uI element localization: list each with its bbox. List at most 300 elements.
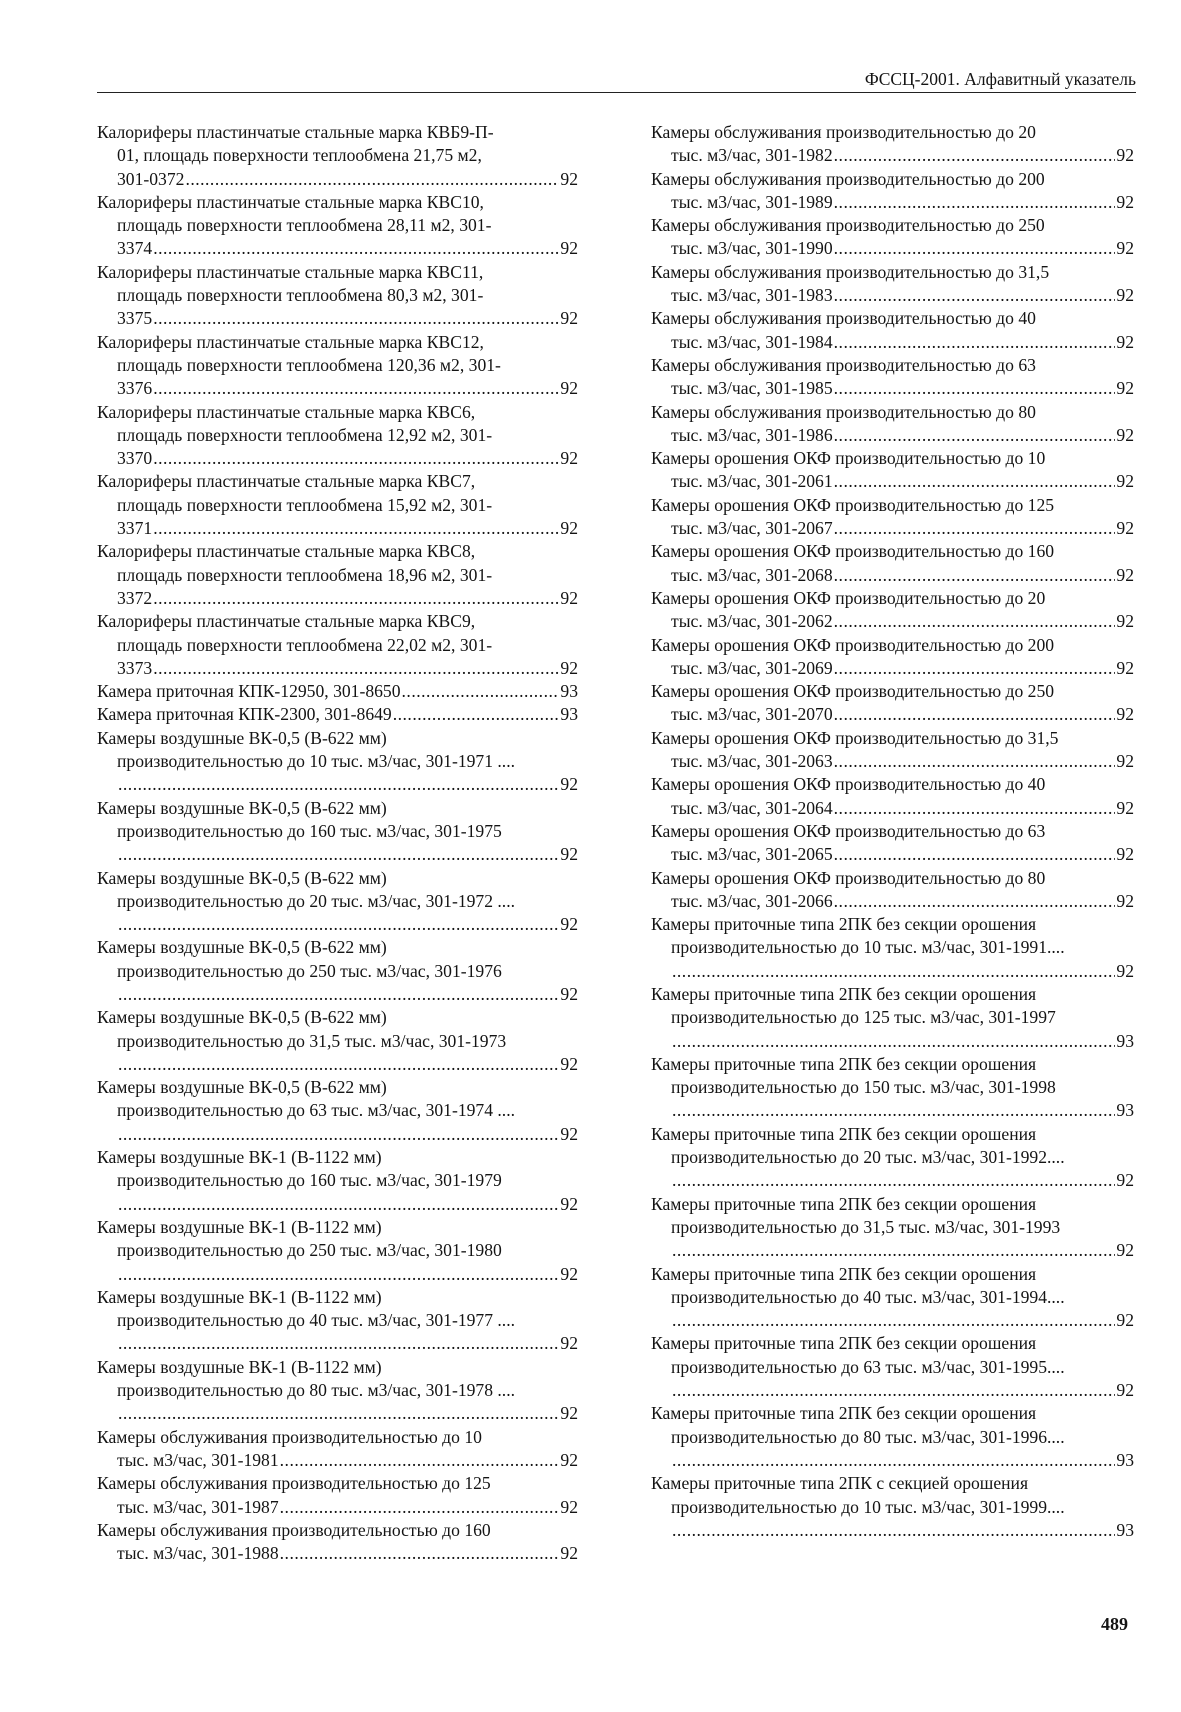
- index-entry-text-line: Калориферы пластинчатые стальные марка КВС7,: [97, 471, 476, 492]
- index-entry-text-line: производительностью до 31,5 тыс. м3/час, 301-1993: [671, 1216, 1061, 1237]
- index-entry-reference: [651, 890, 1134, 913]
- index-entry-last-line: 3370: [117, 448, 153, 469]
- index-entry-reference: [97, 773, 578, 796]
- index-entry-text-line: площадь поверхности теплообмена 12,92 м2, 301-: [117, 424, 493, 445]
- page-reference: 92: [1116, 657, 1134, 678]
- index-entry: [651, 773, 1134, 820]
- page-reference: 92: [560, 1403, 578, 1424]
- index-entry-heading: [97, 331, 578, 378]
- index-entry-text-line: Камеры орошения ОКФ производительностью до 63: [651, 820, 1046, 841]
- page-reference: 93: [1116, 1100, 1134, 1121]
- index-entry: [97, 1519, 578, 1566]
- page-reference: 92: [1116, 1380, 1134, 1401]
- index-entry-reference: [97, 657, 578, 680]
- index-entry-text-line: Камеры орошения ОКФ производительностью до 31,5: [651, 727, 1059, 748]
- dot-leader: [153, 517, 559, 540]
- dot-leader: [672, 1030, 1115, 1053]
- index-entry: [651, 1263, 1134, 1333]
- index-entry: [97, 1356, 578, 1426]
- index-entry-text-line: производительностью до 125 тыс. м3/час, 301-1997: [671, 1007, 1056, 1028]
- page-reference: 93: [560, 704, 578, 725]
- index-entry-last-line: тыс. м3/час, 301-1989: [671, 191, 833, 212]
- index-entry-text-line: Камеры орошения ОКФ производительностью до 10: [651, 448, 1046, 469]
- index-entry-text-line: производительностью до 20 тыс. м3/час, 301-1972 ....: [117, 890, 515, 911]
- index-entry-reference: [651, 750, 1134, 773]
- index-entry-heading: [97, 121, 578, 168]
- index-entry-reference: [97, 237, 578, 260]
- dot-leader: [118, 983, 559, 1006]
- dot-leader: [118, 913, 559, 936]
- dot-leader: [672, 1169, 1115, 1192]
- dot-leader: [402, 680, 560, 703]
- index-entry-reference: [651, 1169, 1134, 1192]
- index-entry-reference: [651, 237, 1134, 260]
- index-entry-reference: [651, 470, 1134, 493]
- index-entry: [651, 983, 1134, 1053]
- index-entry-text-line: Камеры орошения ОКФ производительностью до 80: [651, 867, 1046, 888]
- page-reference: 92: [560, 657, 578, 678]
- index-entry-reference: [651, 1449, 1134, 1472]
- index-entry: [97, 470, 578, 540]
- page-reference: 92: [560, 983, 578, 1004]
- dot-leader: [834, 517, 1116, 540]
- index-entry-heading: [97, 1286, 578, 1333]
- dot-leader: [834, 377, 1116, 400]
- index-entry-last-line: тыс. м3/час, 301-2069: [671, 657, 833, 678]
- index-entry-last-line: тыс. м3/час, 301-2065: [671, 844, 833, 865]
- index-entry-heading: [97, 401, 578, 448]
- page-reference: 92: [1116, 424, 1134, 445]
- index-entry-heading: [97, 727, 578, 774]
- page-reference: 92: [1116, 1170, 1134, 1191]
- index-entry-reference: [651, 377, 1134, 400]
- index-entry-reference: [651, 144, 1134, 167]
- dot-leader: [153, 307, 559, 330]
- page-reference: 93: [560, 681, 578, 702]
- index-entry-reference: [651, 703, 1134, 726]
- index-entry-text-line: Камеры обслуживания производительностью до 250: [651, 215, 1045, 236]
- index-entry-heading: [651, 634, 1134, 657]
- index-entry-reference: [97, 1449, 578, 1472]
- index-entry-reference: [651, 1099, 1134, 1122]
- index-entry-heading: [651, 1263, 1134, 1310]
- page-reference: 92: [1116, 960, 1134, 981]
- index-entry: [651, 121, 1134, 168]
- index-entry-heading: [651, 1402, 1134, 1449]
- index-entry-text-line: Камеры воздушные ВК-1 (В-1122 мм): [97, 1286, 382, 1307]
- index-entry: [651, 307, 1134, 354]
- index-entry-heading: [651, 121, 1134, 144]
- index-entry-text-line: Калориферы пластинчатые стальные марка КВС9,: [97, 611, 476, 632]
- index-entry-last-line: 3371: [117, 518, 153, 539]
- page-reference: 92: [1116, 1240, 1134, 1261]
- dot-leader: [834, 470, 1116, 493]
- dot-leader: [280, 1542, 560, 1565]
- index-entry-heading: [97, 797, 578, 844]
- dot-leader: [834, 144, 1116, 167]
- index-entry-text-line: Камеры обслуживания производительностью до 20: [651, 122, 1036, 142]
- index-entry: [651, 261, 1134, 308]
- index-entry-text-line: Камеры воздушные ВК-1 (В-1122 мм): [97, 1356, 382, 1377]
- dot-leader: [185, 168, 559, 191]
- index-entry: [651, 727, 1134, 774]
- index-entry-reference: [651, 657, 1134, 680]
- dot-leader: [672, 1099, 1115, 1122]
- index-entry-heading: [97, 1519, 578, 1542]
- page-reference: 92: [560, 168, 578, 189]
- index-entry-heading: [97, 1426, 578, 1449]
- index-entry-reference: [651, 191, 1134, 214]
- index-entry-heading: [97, 1356, 578, 1403]
- page-reference: 93: [1116, 1519, 1134, 1540]
- page-reference: 92: [1116, 611, 1134, 632]
- index-entry-heading: [651, 820, 1134, 843]
- page-number: 489: [1101, 1614, 1128, 1634]
- index-entry-reference: [97, 1332, 578, 1355]
- dot-leader: [118, 1123, 559, 1146]
- dot-leader: [118, 1193, 559, 1216]
- index-entry-text-line: Камеры приточные типа 2ПК без секции орошения: [651, 1053, 1037, 1074]
- index-entry-text-line: Камеры приточные типа 2ПК без секции орошения: [651, 983, 1037, 1004]
- page-reference: 92: [1116, 191, 1134, 212]
- dot-leader: [834, 750, 1116, 773]
- page-reference: 92: [1116, 704, 1134, 725]
- page-reference: 92: [560, 587, 578, 608]
- index-entry-text-line: Калориферы пластинчатые стальные марка КВС10,: [97, 191, 484, 212]
- index-entry: [651, 634, 1134, 681]
- index-entry-last-line: 3372: [117, 587, 153, 608]
- index-entry-text-line: Камеры приточные типа 2ПК без секции орошения: [651, 1403, 1037, 1424]
- index-entry-reference: [651, 1030, 1134, 1053]
- index-entry-reference: [651, 331, 1134, 354]
- dot-leader: [834, 424, 1116, 447]
- page-reference: 92: [560, 914, 578, 935]
- index-entry-last-line: Камера приточная КПК-2300, 301-8649: [97, 704, 392, 725]
- index-entry-heading: [651, 983, 1134, 1030]
- index-entry-last-line: тыс. м3/час, 301-2066: [671, 890, 833, 911]
- index-entry-last-line: 3376: [117, 378, 153, 399]
- index-entry-last-line: тыс. м3/час, 301-1982: [671, 145, 833, 166]
- index-entry-last-line: тыс. м3/час, 301-1986: [671, 424, 833, 445]
- index-entry-text-line: производительностью до 10 тыс. м3/час, 301-1971 ....: [117, 751, 515, 772]
- index-entry-heading: [97, 1076, 578, 1123]
- index-entry-reference: [97, 307, 578, 330]
- dot-leader: [672, 1379, 1115, 1402]
- dot-leader: [118, 1402, 559, 1425]
- page-reference: 92: [560, 774, 578, 795]
- index-entry: [651, 820, 1134, 867]
- index-entry-text-line: Камеры обслуживания производительностью до 125: [97, 1473, 491, 1494]
- dot-leader: [834, 703, 1116, 726]
- dot-leader: [118, 1053, 559, 1076]
- index-entry: [97, 680, 578, 703]
- page-reference: 92: [560, 308, 578, 329]
- index-entry-heading: [651, 261, 1134, 284]
- index-entry-text-line: Камеры орошения ОКФ производительностью до 250: [651, 681, 1055, 702]
- page-reference: 92: [560, 448, 578, 469]
- page-reference: 92: [1116, 285, 1134, 306]
- index-entry: [651, 1053, 1134, 1123]
- dot-leader: [834, 564, 1116, 587]
- index-entry-reference: [651, 960, 1134, 983]
- dot-leader: [672, 960, 1115, 983]
- index-entry-heading: [651, 1332, 1134, 1379]
- index-entry-reference: [651, 1309, 1134, 1332]
- dot-leader: [118, 773, 559, 796]
- index-entry: [651, 1472, 1134, 1542]
- index-entry: [651, 1332, 1134, 1402]
- page-reference: 92: [560, 1333, 578, 1354]
- index-entry: [97, 1286, 578, 1356]
- page-reference: 92: [560, 1543, 578, 1564]
- index-entry-last-line: Камера приточная КПК-12950, 301-8650: [97, 681, 401, 702]
- dot-leader: [834, 284, 1116, 307]
- page-reference: 92: [560, 1263, 578, 1284]
- index-entry-reference: [97, 983, 578, 1006]
- index-entry-heading: [97, 191, 578, 238]
- index-entry-text-line: производительностью до 250 тыс. м3/час, 301-1976: [117, 960, 502, 981]
- dot-leader: [153, 237, 559, 260]
- index-entry-reference: [97, 843, 578, 866]
- index-column-right: [651, 121, 1134, 1542]
- index-entry-reference: [651, 610, 1134, 633]
- index-entry-reference: [97, 1496, 578, 1519]
- index-entry-text-line: Камеры приточные типа 2ПК без секции орошения: [651, 1193, 1037, 1214]
- index-entry: [97, 867, 578, 937]
- index-entry-heading: [651, 680, 1134, 703]
- index-entry-last-line: тыс. м3/час, 301-2061: [671, 471, 833, 492]
- index-entry-text-line: производительностью до 40 тыс. м3/час, 301-1977 ....: [117, 1310, 515, 1331]
- index-entry: [651, 1123, 1134, 1193]
- index-entry: [97, 121, 578, 191]
- index-entry-text-line: Камеры воздушные ВК-0,5 (В-622 мм): [97, 727, 387, 748]
- index-entry-heading: [651, 168, 1134, 191]
- page-reference: 92: [560, 518, 578, 539]
- page-reference: 92: [1116, 751, 1134, 772]
- index-entry-text-line: площадь поверхности теплообмена 15,92 м2, 301-: [117, 494, 493, 515]
- header-rule: [97, 92, 1136, 93]
- index-entry-reference: [651, 797, 1134, 820]
- index-entry-text-line: Камеры орошения ОКФ производительностью до 125: [651, 494, 1055, 515]
- index-entry-heading: [651, 214, 1134, 237]
- page-reference: 92: [1116, 1310, 1134, 1331]
- index-entry-heading: [651, 540, 1134, 563]
- index-entry: [651, 401, 1134, 448]
- index-entry-text-line: Калориферы пластинчатые стальные марка КВС12,: [97, 331, 484, 352]
- index-entry-heading: [97, 1146, 578, 1193]
- dot-leader: [672, 1519, 1115, 1542]
- index-entry-heading: [651, 1472, 1134, 1519]
- index-entry-last-line: тыс. м3/час, 301-2068: [671, 564, 833, 585]
- index-entry-text-line: Камеры воздушные ВК-0,5 (В-622 мм): [97, 1007, 387, 1028]
- index-entry: [651, 867, 1134, 914]
- index-entry-last-line: тыс. м3/час, 301-1987: [117, 1496, 279, 1517]
- index-entry-text-line: Камеры воздушные ВК-0,5 (В-622 мм): [97, 1077, 387, 1098]
- index-entry-heading: [97, 936, 578, 983]
- dot-leader: [280, 1449, 560, 1472]
- index-entry-text-line: Камеры воздушные ВК-0,5 (В-622 мм): [97, 867, 387, 888]
- index-entry-heading: [651, 913, 1134, 960]
- index-entry-reference: [651, 843, 1134, 866]
- page-reference: 92: [1116, 564, 1134, 585]
- index-entry-text-line: производительностью до 80 тыс. м3/час, 301-1996....: [671, 1426, 1065, 1447]
- index-entry-last-line: тыс. м3/час, 301-2063: [671, 751, 833, 772]
- index-entry-reference: [651, 1379, 1134, 1402]
- index-entry-text-line: производительностью до 40 тыс. м3/час, 301-1994....: [671, 1286, 1065, 1307]
- page-reference: 92: [1116, 797, 1134, 818]
- dot-leader: [834, 331, 1116, 354]
- dot-leader: [834, 890, 1116, 913]
- page-reference: 92: [560, 844, 578, 865]
- index-entry-text-line: производительностью до 20 тыс. м3/час, 301-1992....: [671, 1147, 1065, 1168]
- index-entry-last-line: 3374: [117, 238, 153, 259]
- dot-leader: [280, 1496, 560, 1519]
- page-reference: 92: [1116, 238, 1134, 259]
- page-reference: 92: [560, 1496, 578, 1517]
- page-reference: 92: [560, 1053, 578, 1074]
- index-entry-heading: [651, 494, 1134, 517]
- index-entry-text-line: Камеры обслуживания производительностью до 160: [97, 1519, 491, 1540]
- index-entry-text-line: производительностью до 160 тыс. м3/час, 301-1975: [117, 820, 502, 841]
- index-entry-text-line: Камеры обслуживания производительностью до 10: [97, 1426, 482, 1447]
- index-entry-last-line: тыс. м3/час, 301-1988: [117, 1543, 279, 1564]
- index-entry-text-line: Камеры обслуживания производительностью до 200: [651, 168, 1045, 189]
- page-reference: 92: [560, 1449, 578, 1470]
- dot-leader: [672, 1239, 1115, 1262]
- index-entry: [651, 587, 1134, 634]
- index-entry-reference: [651, 1519, 1134, 1542]
- index-entry: [651, 1193, 1134, 1263]
- index-entry-text-line: Камеры приточные типа 2ПК без секции орошения: [651, 914, 1037, 935]
- index-entry-text-line: производительностью до 10 тыс. м3/час, 301-1991....: [671, 937, 1065, 958]
- index-entry-text-line: производительностью до 250 тыс. м3/час, 301-1980: [117, 1240, 502, 1261]
- index-entry-heading: [97, 1216, 578, 1263]
- index-entry-text-line: производительностью до 10 тыс. м3/час, 301-1999....: [671, 1496, 1065, 1517]
- dot-leader: [834, 237, 1116, 260]
- index-entry-reference: [651, 517, 1134, 540]
- index-entry: [97, 1472, 578, 1519]
- index-entry-last-line: тыс. м3/час, 301-2070: [671, 704, 833, 725]
- index-entry-text-line: производительностью до 63 тыс. м3/час, 301-1995....: [671, 1356, 1065, 1377]
- index-entry: [651, 540, 1134, 587]
- index-entry: [651, 214, 1134, 261]
- dot-leader: [834, 657, 1116, 680]
- index-entry-text-line: Камеры орошения ОКФ производительностью до 160: [651, 541, 1055, 562]
- page-reference: 92: [1116, 331, 1134, 352]
- index-entry-reference: [97, 1263, 578, 1286]
- index-column-left: [97, 121, 578, 1565]
- index-entry: [97, 936, 578, 1006]
- index-entry: [97, 401, 578, 471]
- index-entry-reference: [97, 517, 578, 540]
- index-entry-heading: [651, 773, 1134, 796]
- index-entry-text-line: Камеры воздушные ВК-0,5 (В-622 мм): [97, 797, 387, 818]
- dot-leader: [672, 1309, 1115, 1332]
- index-entry-text-line: Калориферы пластинчатые стальные марка КВБ9-П-: [97, 122, 494, 142]
- index-entry-text-line: Камеры орошения ОКФ производительностью до 40: [651, 774, 1046, 795]
- index-entry: [651, 1402, 1134, 1472]
- index-entry-text-line: производительностью до 31,5 тыс. м3/час, 301-1973: [117, 1030, 507, 1051]
- index-entry-last-line: тыс. м3/час, 301-2067: [671, 518, 833, 539]
- dot-leader: [153, 377, 559, 400]
- index-entry-heading: [651, 354, 1134, 377]
- running-header: ФССЦ-2001. Алфавитный указатель: [864, 69, 1136, 89]
- index-entry-text-line: Камеры орошения ОКФ производительностью до 200: [651, 634, 1055, 655]
- index-entry-last-line: тыс. м3/час, 301-1985: [671, 378, 833, 399]
- page-reference: 92: [1116, 518, 1134, 539]
- index-entry-text-line: Камеры обслуживания производительностью до 31,5: [651, 261, 1050, 282]
- page-reference: 92: [1116, 145, 1134, 166]
- dot-leader: [153, 587, 559, 610]
- index-entry-last-line: тыс. м3/час, 301-1984: [671, 331, 833, 352]
- page-reference: 92: [560, 1123, 578, 1144]
- index-entry-reference: [97, 1542, 578, 1565]
- index-entry-text-line: площадь поверхности теплообмена 22,02 м2, 301-: [117, 634, 493, 655]
- index-entry-reference: [97, 1402, 578, 1425]
- index-entry-text-line: площадь поверхности теплообмена 28,11 м2, 301-: [117, 215, 492, 236]
- dot-leader: [834, 191, 1116, 214]
- index-entry-last-line: тыс. м3/час, 301-2062: [671, 611, 833, 632]
- index-entry: [651, 680, 1134, 727]
- index-entry-heading: [97, 610, 578, 657]
- index-entry-reference: [97, 377, 578, 400]
- index-entry-last-line: 3375: [117, 308, 153, 329]
- index-entry: [651, 354, 1134, 401]
- dot-leader: [834, 610, 1116, 633]
- index-entry-text-line: Камеры приточные типа 2ПК с секцией орошения: [651, 1473, 1029, 1494]
- index-entry: [97, 610, 578, 680]
- index-entry-heading: [651, 1123, 1134, 1170]
- index-entry: [97, 727, 578, 797]
- index-entry-heading: [651, 307, 1134, 330]
- index-entry-reference: [651, 1239, 1134, 1262]
- index-entry: [97, 1426, 578, 1473]
- index-entry-heading: [97, 1472, 578, 1495]
- index-entry-text-line: Калориферы пластинчатые стальные марка КВС8,: [97, 541, 476, 562]
- index-entry: [97, 331, 578, 401]
- index-entry-heading: [651, 587, 1134, 610]
- index-entry-heading: [97, 470, 578, 517]
- index-entry-text-line: Камеры приточные типа 2ПК без секции орошения: [651, 1123, 1037, 1144]
- index-entry-reference: [651, 564, 1134, 587]
- index-entry-text-line: Камеры приточные типа 2ПК без секции орошения: [651, 1333, 1037, 1354]
- index-entry: [97, 191, 578, 261]
- index-entry: [651, 494, 1134, 541]
- index-entry: [651, 168, 1134, 215]
- dot-leader: [834, 843, 1116, 866]
- index-entry-text-line: Камеры обслуживания производительностью до 80: [651, 401, 1036, 422]
- index-entry-reference: [97, 1193, 578, 1216]
- index-entry-text-line: Калориферы пластинчатые стальные марка КВС6,: [97, 401, 476, 422]
- index-entry-reference: [97, 587, 578, 610]
- dot-leader: [118, 1332, 559, 1355]
- index-entry: [651, 447, 1134, 494]
- page-reference: 93: [1116, 1030, 1134, 1051]
- index-entry: [97, 261, 578, 331]
- index-entry: [97, 1006, 578, 1076]
- index-entry-heading: [97, 261, 578, 308]
- index-entry-text-line: Камеры воздушные ВК-1 (В-1122 мм): [97, 1216, 382, 1237]
- index-entry-heading: [97, 867, 578, 914]
- dot-leader: [393, 703, 560, 726]
- index-entry-last-line: тыс. м3/час, 301-1981: [117, 1449, 279, 1470]
- page-reference: 92: [1116, 844, 1134, 865]
- index-entry-heading: [651, 1193, 1134, 1240]
- index-entry-text-line: площадь поверхности теплообмена 18,96 м2, 301-: [117, 564, 493, 585]
- index-entry: [651, 913, 1134, 983]
- index-entry-text-line: площадь поверхности теплообмена 80,3 м2, 301-: [117, 285, 484, 306]
- dot-leader: [672, 1449, 1115, 1472]
